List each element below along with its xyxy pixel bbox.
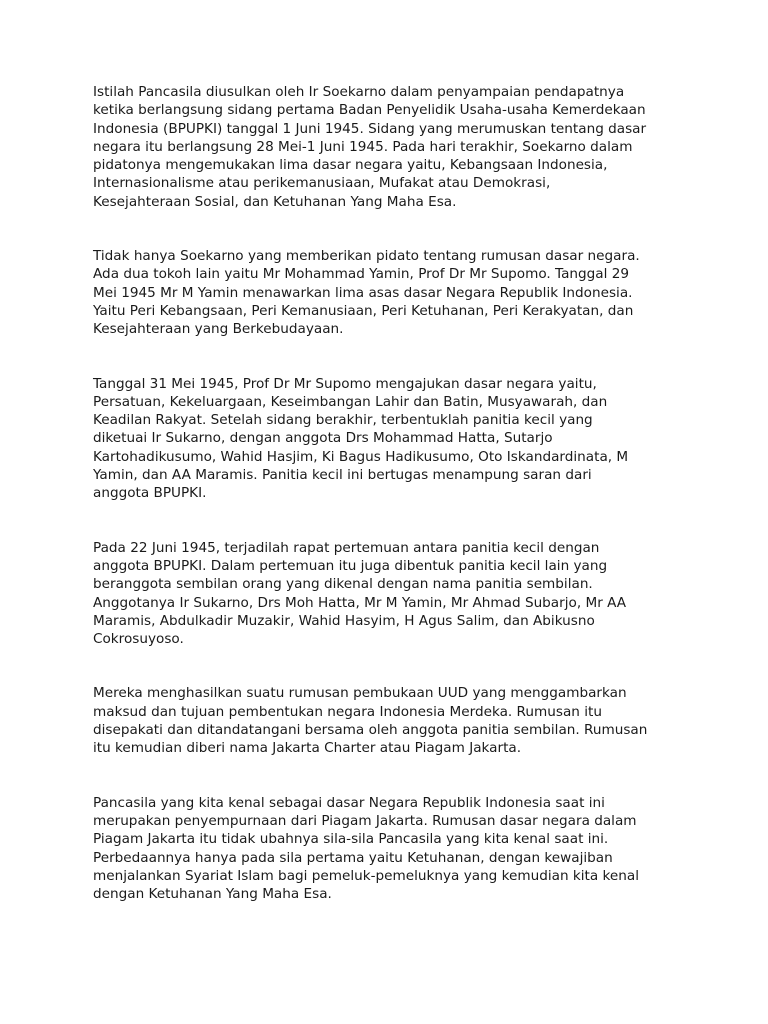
paragraph-2: Tidak hanya Soekarno yang memberikan pidato tentang rumusan dasar negara. Ada dua tokoh lain yaitu Mr Mohammad Yamin, Prof Dr Mr Supomo. Tanggal 29 Mei 1945 Mr M Yamin menawarkan lima asas dasar Negara Republik Indonesia. Yaitu Peri Kebangsaan, Peri Kemanusiaan, Peri Ketuhanan, Peri Kerakyatan, dan Kesejahteraan yang Berkebudayaan.	[93, 248, 640, 338]
paragraph-3: Tanggal 31 Mei 1945, Prof Dr Mr Supomo mengajukan dasar negara yaitu, Persatuan, Kekeluargaan, Keseimbangan Lahir dan Batin, Musyawarah, dan Keadilan Rakyat. Setelah sidang berakhir, terbentuklah panitia kecil yang diketuai Ir Sukarno, dengan anggota Drs Mohammad Hatta, Sutarjo Kartohadikusumo, Wahid Hasjim, Ki Bagus Hadikusumo, Oto Iskandardinata, M Yamin, dan AA Maramis. Panitia kecil ini bertugas menampung saran dari anggota BPUPKI.	[93, 375, 629, 502]
document-body	[93, 83, 683, 903]
paragraph-1: Istilah Pancasila diusulkan oleh Ir Soekarno dalam penyampaian pendapatnya ketika berlangsung sidang pertama Badan Penyelidik Usaha-usaha Kemerdekaan Indonesia (BPUPKI) tanggal 1 Juni 1945. Sidang yang merumuskan tentang dasar negara itu berlangsung 28 Mei-1 Juni 1945. Pada hari terakhir, Soekarno dalam pidatonya mengemukakan lima dasar negara yaitu, Kebangsaan Indonesia, Internasionalisme atau perikemanusiaan, Mufakat atau Demokrasi, Kesejahteraan Sosial, dan Ketuhanan Yang Maha Esa.	[93, 84, 647, 210]
paragraph-6: Pancasila yang kita kenal sebagai dasar Negara Republik Indonesia saat ini merupakan penyempurnaan dari Piagam Jakarta. Rumusan dasar negara dalam Piagam Jakarta itu tidak ubahnya sila-sila Pancasila yang kita kenal saat ini. Perbedaannya hanya pada sila pertama yaitu Ketuhanan, dengan kewajiban menjalankan Syariat Islam bagi pemeluk-pemeluknya yang kemudian kita kenal dengan Ketuhanan Yang Maha Esa.	[93, 794, 640, 903]
paragraph-4: Pada 22 Juni 1945, terjadilah rapat pertemuan antara panitia kecil dengan anggota BPUPKI. Dalam pertemuan itu juga dibentuk panitia kecil lain yang beranggota sembilan orang yang dikenal dengan nama panitia sembilan. Anggotanya Ir Sukarno, Drs Moh Hatta, Mr M Yamin, Mr Ahmad Subarjo, Mr AA Maramis, Abdulkadir Muzakir, Wahid Hasyim, H Agus Salim, dan Abikusno Cokrosuyoso.	[93, 539, 627, 648]
paragraph-5: Mereka menghasilkan suatu rumusan pembukaan UUD yang menggambarkan maksud dan tujuan pembentukan negara Indonesia Merdeka. Rumusan itu disepakati dan ditandatangani bersama oleh anggota panitia sembilan. Rumusan itu kemudian diberi nama Jakarta Charter atau Piagam Jakarta.	[93, 685, 648, 757]
